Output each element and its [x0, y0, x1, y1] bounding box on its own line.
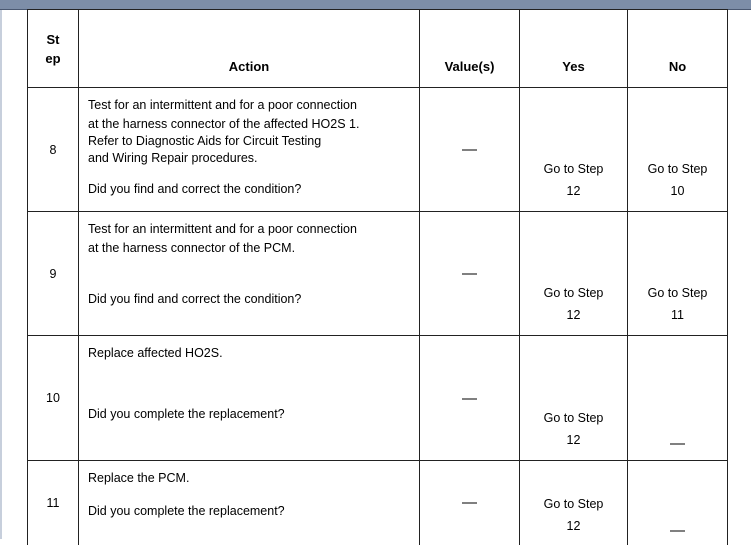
action-line: at the harness connector of the affected HO2S 1. [88, 116, 360, 131]
yes-column-header: Yes [520, 10, 628, 88]
no-line1: Go to Step [647, 286, 708, 300]
yes-line2: 12 [566, 308, 581, 322]
value-cell: — [420, 212, 520, 336]
yes-line2: 12 [566, 433, 581, 447]
no-go-to-step-link[interactable] [628, 212, 728, 336]
table-row [28, 212, 728, 336]
step-header-line2: ep [45, 50, 61, 66]
step-number: 9 [28, 212, 79, 336]
action-question: Did you complete the replacement? [88, 503, 285, 518]
action-column-header: Action [79, 10, 420, 88]
action-text [79, 212, 420, 336]
value-cell: — [420, 461, 520, 545]
step-header-line1: St [46, 31, 60, 47]
action-text [79, 88, 420, 212]
action-line: Replace affected HO2S. [88, 346, 223, 360]
yes-line1: Go to Step [543, 411, 604, 425]
yes-go-to-step-link[interactable] [520, 461, 628, 545]
no-line2: 10 [670, 184, 685, 198]
no-value-cell: — [628, 336, 728, 461]
action-question: Did you complete the replacement? [88, 406, 285, 421]
yes-line2: 12 [566, 518, 581, 533]
table-row [28, 88, 728, 212]
action-line: at the harness connector of the PCM. [88, 240, 296, 255]
step-column-header [28, 10, 79, 88]
diagnostic-step-table [27, 9, 728, 545]
yes-go-to-step-link[interactable] [520, 88, 628, 212]
no-line2: 11 [671, 308, 684, 322]
yes-line2: 12 [566, 184, 581, 198]
yes-line1: Go to Step [543, 496, 604, 511]
no-value-cell: — [628, 461, 728, 545]
no-go-to-step-link[interactable] [628, 88, 728, 212]
no-column-header: No [628, 10, 728, 88]
value-cell: — [420, 88, 520, 212]
yes-go-to-step-link[interactable] [520, 212, 628, 336]
step-number: 11 [28, 461, 79, 545]
action-text [79, 336, 420, 461]
yes-line1: Go to Step [543, 162, 604, 176]
action-line: Refer to Diagnostic Aids for Circuit Testing [88, 134, 322, 148]
action-question: Did you find and correct the condition? [88, 292, 302, 306]
action-question: Did you find and correct the condition? [88, 182, 302, 196]
action-line: and Wiring Repair procedures. [88, 151, 258, 165]
table-header-row [28, 10, 728, 88]
step-number: 8 [28, 88, 79, 212]
no-line1: Go to Step [647, 162, 708, 176]
action-line: Replace the PCM. [88, 471, 190, 485]
step-number: 10 [28, 336, 79, 461]
yes-line1: Go to Step [543, 286, 604, 300]
value-cell: — [420, 336, 520, 461]
action-line: Test for an intermittent and for a poor connection [88, 98, 357, 112]
table-row [28, 461, 728, 545]
action-text [79, 461, 420, 545]
values-column-header: Value(s) [420, 10, 520, 88]
left-edge-strip [0, 10, 2, 539]
table-row [28, 336, 728, 461]
action-line: Test for an intermittent and for a poor connection [88, 222, 357, 236]
yes-go-to-step-link[interactable] [520, 336, 628, 461]
